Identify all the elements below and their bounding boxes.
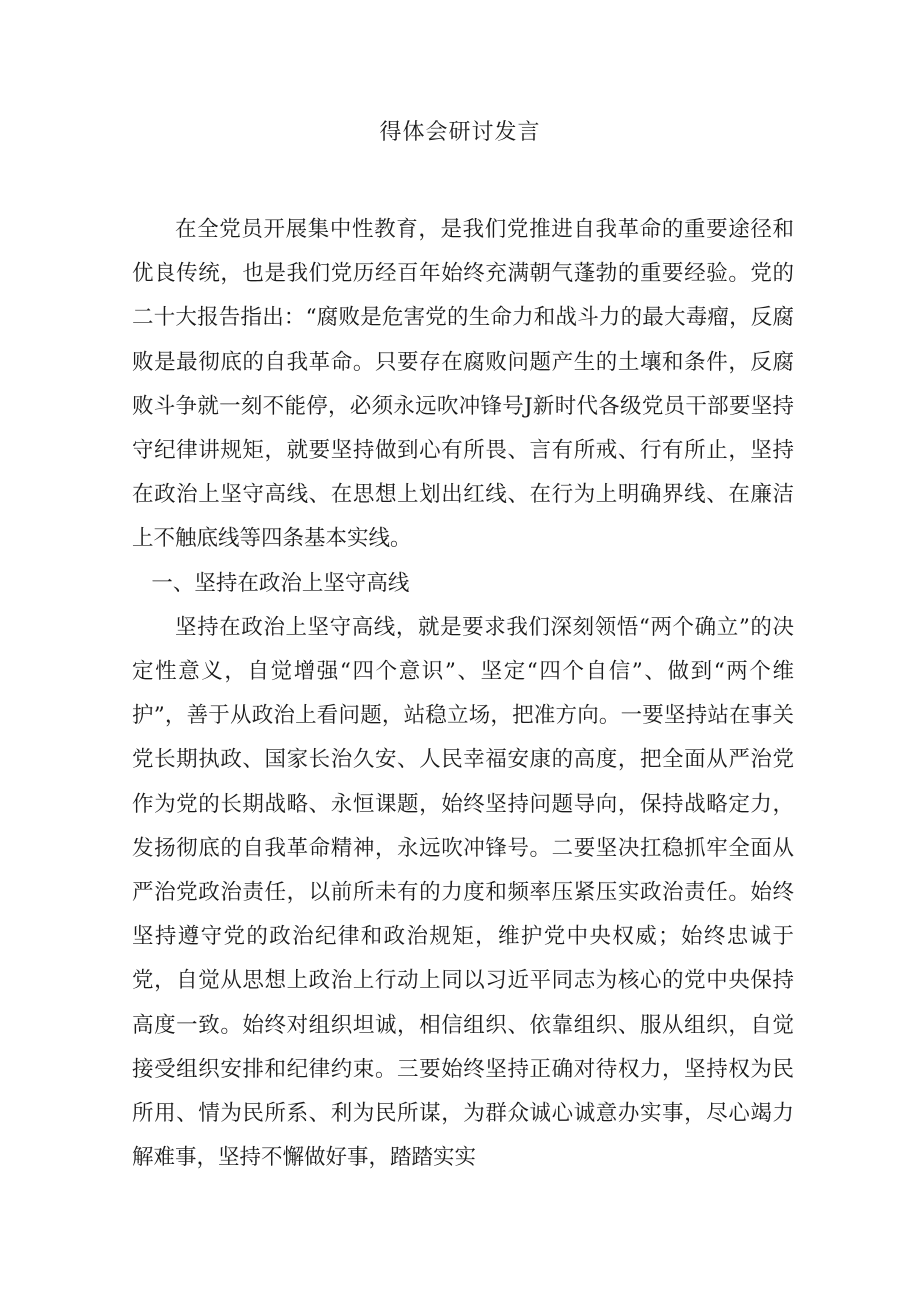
section-heading-1: 一、坚持在政治上坚守高线	[151, 570, 410, 596]
intro-paragraph: 在全党员开展集中性教育，是我们党推进自我革命的重要途径和优良传统，也是我们党历经百年始终充满朝气蓬勃的重要经验。党的二十大报告指出：“腐败是危害党的生命力和战斗力的最大毒瘤，反腐败是最彻底的自我革命。只要存在腐败问题产生的土壤和条件，反腐败斗争就一刻不能停，必须永远吹冲锋号J新时代各级党员干部要坚持守纪律讲规矩，就要坚持做到心有所畏、言有所戒、行有所止，坚持在政治上坚守高线、在思想上划出红线、在行为上明确界线、在廉洁上不触底线等四条基本实线。	[132, 217, 794, 552]
document-title: 得体会研讨发言	[379, 120, 541, 145]
document-body	[132, 208, 794, 1180]
section-1-paragraph: 坚持在政治上坚守高线，就是要求我们深刻领悟“两个确立”的决定性意义，自觉增强“四个意识”、坚定“四个自信”、做到“两个维护”，善于从政治上看问题，站稳立场，把准方向。一要坚持站在事关党长期执政、国家长治久安、人民幸福安康的高度，把全面从严治党作为党的长期战略、永恒课题，始终坚持问题导向，保持战略定力，发扬彻底的自我革命精神，永远吹冲锋号。二要坚决扛稳抓牢全面从严治党政治责任，以前所未有的力度和频率压紧压实政治责任。始终坚持遵守党的政治纪律和政治规矩，维护党中央权威；始终忠诚于党，自觉从思想上政治上行动上同以习近平同志为核心的党中央保持高度一致。始终对组织坦诚，相信组织、依靠组织、服从组织，自觉接受组织安排和纪律约束。三要始终坚持正确对待权力，坚持权为民所用、情为民所系、利为民所谋，为群众诚心诚意办实事，尽心竭力解难事，坚持不懈做好事，踏踏实实	[132, 614, 794, 1171]
